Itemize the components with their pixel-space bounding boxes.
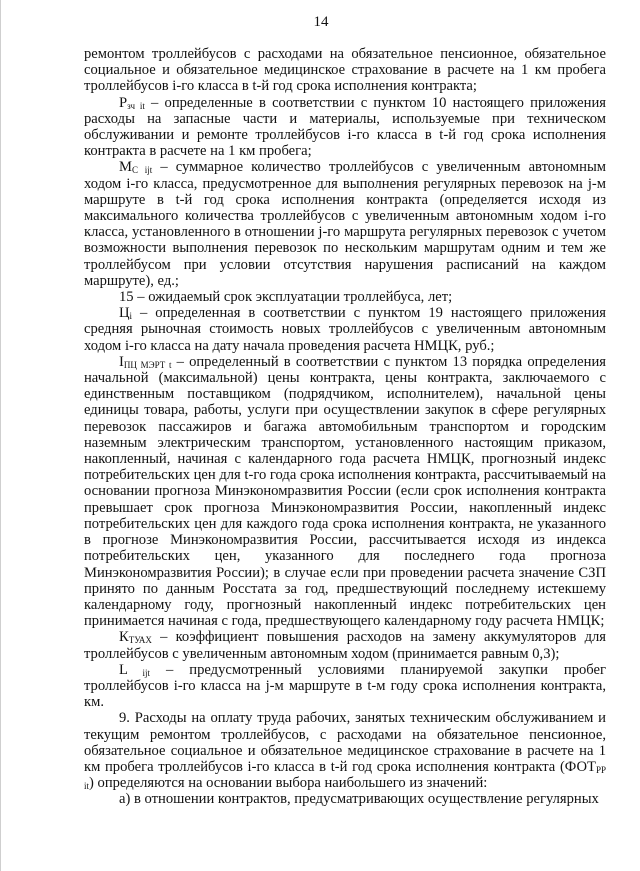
paragraph-text: – коэффициент повышения расходов на замену аккумуляторов для троллейбусов с увеличенным автономным ходом (принимается равным 0,3);: [84, 629, 606, 662]
subscript-text: ijt: [127, 667, 151, 678]
paragraph: [84, 95, 606, 160]
page-number: 14: [313, 14, 329, 30]
paragraph-text: Ц: [119, 305, 130, 322]
paragraph: [84, 662, 606, 711]
paragraph-text: К: [119, 629, 129, 646]
paragraph: [84, 354, 606, 629]
subscript-text: С ijt: [131, 165, 153, 176]
subscript-text: i: [129, 311, 133, 322]
subscript-text: ПЦ МЭРТ t: [123, 359, 172, 370]
subscript-text: РР it: [84, 764, 606, 792]
paragraph-text: ) определяются на основании выбора наибольшего из значений:: [89, 775, 488, 792]
paragraph: [84, 791, 606, 807]
paragraph-text: – суммарное количество троллейбусов с увеличенным автономным ходом i-го класса, предусмотренное для выполнения регулярных перевозок на j-м маршруте в t-й год срока исполнения контракта (определяется исходя из максимального количества троллейбусов с увеличенным автономным ходом i-го класса, установленного в отношении j-го маршрута регулярных перевозок с учетом возможности выполнения перевозок по нескольким маршрутам одним и тем же троллейбусом при условии отсутствия нарушения расписаний на каждом маршруте), ед.;: [84, 159, 606, 289]
paragraph-text: 9. Расходы на оплату труда рабочих, занятых техническим обслуживанием и текущим ремонтом троллейбусов, с расходами на обязательное пенсионное, обязательное социальное и обязательное медицинское страхование в расчете на 1 км пробега троллейбусов i-го класса в t-й год срока исполнения контракта (ФОТ: [84, 710, 606, 775]
paragraph-text: – определенная в соответствии с пунктом 19 настоящего приложения средняя рыночная стоимость новых троллейбусов с увеличенным автономным ходом i-го класса на дату начала проведения расчета НМЦК, руб.;: [84, 305, 606, 354]
paragraph-text: – определенный в соответствии с пунктом 13 порядка определения начальной (максимальной) цены контракта, цены контракта, заключаемого с единственным поставщиком (подрядчиком, исполнителем), начальной цены единицы товара, работы, услуги при осуществлении закупок в сфере регулярных перевозок пассажиров и багажа автомобильным транспортом и городским наземным электрическим транспортом, установленного настоящим приказом, накопленный, начиная с календарного года расчета НМЦК, прогнозный индекс потребительских цен для t-го года срока исполнения контракта, рассчитываемый на основании прогноза Минэкономразвития России (если срок исполнения контракта превышает срок прогноза Минэкономразвития России, накопленный индекс потребительских цен для каждого года срока исполнения контракта, не указанного в прогнозе Минэкономразвития России, рассчитывается исходя из индекса потребительских цен, указанного для последнего года прогноза Минэкономразвития России); в случае если при проведении расчета значение СЗП принято по данным Росстата за год, предшествующий последнему истекшему календарному году, прогнозный накопленный индекс потребительских цен принимается начиная с года, предшествующего календарному году расчета НМЦК;: [84, 353, 606, 630]
paragraph: [84, 629, 606, 661]
paragraph-text: Р: [119, 94, 128, 111]
subscript-text: ТУАХ: [128, 635, 152, 646]
paragraph-text: – определенные в соответствии с пунктом 10 настоящего приложения расходы на запасные части и материалы, используемые при техническом обслуживании и ремонте троллейбусов i-го класса в t-й год срока исполнения контракта в расчете на 1 км пробега;: [84, 94, 606, 160]
paragraph-text: а) в отношении контрактов, предусматривающих осуществление регулярных: [119, 791, 599, 808]
paragraph-text: I: [119, 353, 124, 370]
document-body: [84, 46, 606, 808]
paragraph: [84, 289, 606, 305]
paragraph-text: L: [119, 661, 128, 678]
paragraph: [84, 710, 606, 791]
paragraph: [84, 305, 606, 354]
paragraph: [84, 46, 606, 95]
paragraph-text: М: [119, 159, 132, 176]
paragraph-text: – предусмотренный условиями планируемой закупки пробег троллейбусов i-го класса на j-м маршруте в t-м году срока исполнения контракта, км.: [84, 661, 606, 711]
paragraph: [84, 159, 606, 289]
paragraph-text: 15 – ожидаемый срок эксплуатации троллейбуса, лет;: [119, 289, 453, 306]
subscript-text: зч it: [127, 100, 145, 111]
paragraph-text: ремонтом троллейбусов с расходами на обязательное пенсионное, обязательное социальное и обязательное медицинское страхование в расчете на 1 км пробега троллейбусов i-го класса в t-й год срока исполнения контракта;: [84, 46, 606, 95]
